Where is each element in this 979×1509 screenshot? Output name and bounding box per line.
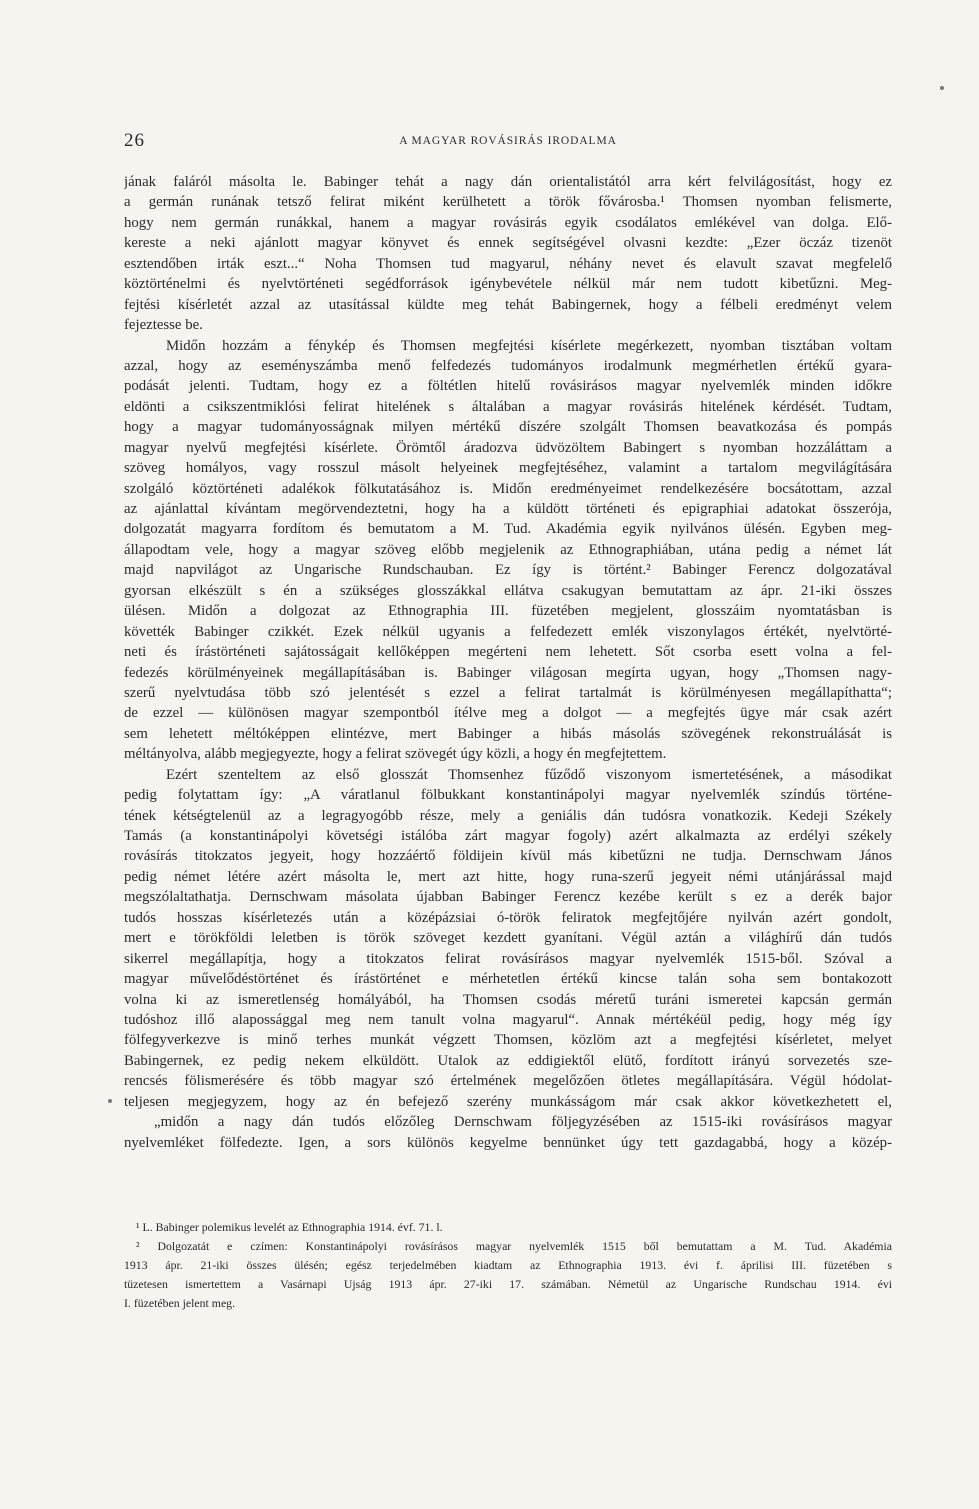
- text-line: kereste a neki ajánlott magyar könyvet és ennek segítségével olvasni kezdte: „Ezer öczáz tizenöt: [124, 235, 892, 252]
- text-line: állapodtam vele, hogy a magyar szöveg előbb megjelenik az Ethnographiában, utána pedig a német lát: [124, 541, 892, 558]
- text-line: megszólaltathatja. Dernschwam másolata újabban Babinger Ferencz kezébe került s ez a derék bajor: [124, 889, 892, 906]
- text-line: jának faláról másolta le. Babinger tehát a nagy dán orientalistától arra kért felvilágosítást, hogy ez: [124, 174, 892, 190]
- text-line: volna ki az ismeretlenség homályából, ha Thomsen csodás méretű turáni ismeretei kapcsán germán: [124, 991, 892, 1008]
- text-line: fejtési kísérletét azzal az utasítással küldte meg tehát Babingernek, hogy a félbeli eredményt velem: [124, 296, 892, 313]
- text-line: teljesen megjegyzem, hogy az én befejező szerény munkásságom már csak akkor következhetett el,: [124, 1093, 892, 1110]
- text-line: hogy a magyar tudományosságnak milyen mértékű díszére szolgált Thomsen beavatkozása és pompás: [124, 419, 892, 436]
- text-line: pedig folytattam így: „A váratlanul fölbukkant konstantinápolyi magyar nyelvemlék színdús történe-: [124, 787, 892, 804]
- text-line: köztörténelmi és nyelvtörténeti segédforrások igénybevétele nélkül már nem tudott kibetűzni. Meg-: [124, 276, 892, 293]
- text-line: rovásírás titokzatos jegyeit, hogy hozzáértő földijein kívül más kibetűzni ne tudja. Dernschwam János: [124, 848, 892, 865]
- text-line: gyorsan elkészült s én a szükséges glosszákkal ellátva csakugyan bemutattam az ápr. 21-iki összes: [124, 582, 892, 599]
- text-line: rencsés fölismerésére és több magyar szó értelmének megelőzően ötletes megállapítására. Végül hódolat-: [124, 1073, 892, 1090]
- text-line: fedezés körülményeinek megállapításában is. Babinger világosan megírta ugyan, hogy „Thomsen nagy-: [124, 664, 892, 681]
- text-line: az ajánlattal kívántam megörvendeztetni, hogy ha a küldött történeti és epigraphiai adatokat összerója,: [124, 501, 892, 517]
- body-text: [124, 172, 892, 1153]
- text-line: Tamás (a konstantinápolyi követségi istálóba zárt magyar fogoly) azért alkalmazta az erdélyi székely: [124, 828, 892, 844]
- text-line: fejeztesse be.: [124, 317, 203, 334]
- text-line: magyar nyelvű megfejtési kísérlete. Örömtől áradozva üdvözöltem Babingert s nyomban hozzáláttam a: [124, 439, 892, 456]
- text-line: méltányolva, alább megjegyezte, hogy a felirat szövegét úgy közli, a hogy én megfejtettem.: [124, 746, 667, 763]
- text-line: ülésen. Midőn a dolgozat az Ethnographia III. füzetében megjelent, glosszáim nyomtatásban is: [124, 603, 892, 620]
- text-line: Ezért szenteltem az első glosszát Thomsenhez fűződő viszonyom ismertetésének, a másodikat: [166, 766, 892, 783]
- text-line: tudós hosszas kísérletezés után a középázsiai ó-török feliratok megfejtőjére nyilván azért gondolt,: [124, 909, 892, 926]
- footnote-line: I. füzetében jelent meg.: [124, 1296, 236, 1310]
- text-line: fölfegyverkezve is minő terhes munkát végzett Thomsen, közlöm azt a megfejtési kísérletet, melyet: [124, 1032, 892, 1049]
- running-title: A MAGYAR ROVÁSIRÁS IRODALMA: [399, 135, 617, 147]
- footnote-line: ² Dolgozatát e czímen: Konstantinápolyi rovásírásos magyar nyelvemlék 1515 ből bemutattam a M. Tud. Akadémia: [136, 1239, 892, 1253]
- text-line: de ezzel — különösen magyar szempontból ítélve meg a dolgot — a megfejtés ügye már csak azért: [124, 705, 892, 722]
- footnote-line: tüzetesen ismertettem a Vasárnapi Ujság 1913 ápr. 27-iki 17. számában. Németül az Ungarische Rundschau 1914. évi: [124, 1277, 892, 1291]
- text-line: majd napvilágot az Ungarische Rundschauban. Ez így is történt.² Babinger Ferencz dolgozatával: [124, 562, 892, 579]
- text-line: a germán runának tetsző felirat miként kerülhetett a török fővárosba.¹ Thomsen nyomban felismerte,: [124, 194, 892, 211]
- text-line: azzal, hogy az eseményszámba menő felfedezés tudományos irodalmunk megmérhetlen értékű gyara-: [124, 357, 892, 374]
- text-line: tudóshoz illő alapossággal meg nem tanult volna magyarul“. Annak mértékéül pedig, hogy még így: [124, 1011, 892, 1028]
- text-line: nyelvemléket fölfedezte. Igen, a sors különös kegyelme bennünket úgy tett gazdagabbá, hogy a közép-: [124, 1134, 892, 1151]
- page-number: 26: [124, 130, 145, 151]
- footnote-line: ¹ L. Babinger polemikus levelét az Ethnographia 1914. évf. 71. l.: [136, 1220, 443, 1234]
- text-line: eldönti a csikszentmiklósi felirat hitelének s általában a magyar rovásirás hitelének kérdését. Tudtam,: [124, 398, 892, 415]
- text-line: Babingernek, ez pedig nekem elküldött. Utalok az eddigiektől elütő, fordított irányú sorvezetés sze-: [124, 1052, 892, 1069]
- text-line: sem lehetett méltóképpen elintézve, mert Babinger a hibás másolás szövegének rekonstruálását is: [124, 725, 892, 742]
- text-line: pedig német létére azért másolta le, mert azt hitte, hogy runa-szerű jegyeit némi utánjárással majd: [124, 868, 892, 885]
- text-line: szöveg homályos, vagy rosszul másolt helyeinek megfejtéséhez, valamint a tartalom megvilágítására: [124, 460, 892, 477]
- text-line: podását jelenti. Tudtam, hogy ez a föltétlen hitelű rovásirásos magyar nyelvemlék minden időkre: [124, 378, 892, 395]
- text-line: szerű nyelvtudása több szó jelentését s ezzel a felirat tartalmát is körülményesen megállapíthatta“;: [124, 684, 892, 701]
- running-head: [124, 130, 892, 154]
- text-line: esztendőben irták eszt...“ Noha Thomsen tud magyarul, néhány nevet és elavult szavat megfelelő: [124, 255, 892, 272]
- text-line: hogy nem germán runákkal, hanem a magyar rovásirás egyik csodálatos emlékével van dolga. Elő-: [124, 214, 892, 231]
- footnote-line: 1913 ápr. 21-iki összes ülésén; egész terjedelmében kiadtam az Ethnographia 1913. évi f. áprilisi III. füzetében s: [124, 1258, 892, 1272]
- text-line: Midőn hozzám a fénykép és Thomsen megfejtési kísérlete megérkezett, nyomban tisztában voltam: [166, 337, 892, 354]
- text-line: tének kétségtelenül az a legragyogóbb része, mely a geniális dán tudósra vonatkozik. Kedeji Székely: [124, 807, 892, 824]
- text-line: neti és írástörténeti sajátosságait kellőképpen megérteni nem lehetett. Sőt csorba esett volna a fel-: [124, 644, 892, 661]
- footnotes: [124, 1218, 892, 1313]
- text-line: dolgozatát magyarra fordítom és bemutatom a M. Tud. Akadémia egyik nyilvános ülésén. Egyben meg-: [124, 521, 892, 538]
- text-line: magyar művelődéstörténet és írástörténet e mérhetetlen értékű kincse talán soha sem bontakozott: [124, 971, 892, 988]
- text-line: „midőn a nagy dán tudós előzőleg Dernschwam följegyzésében az 1515-iki rovásírásos magyar: [154, 1114, 892, 1131]
- text-line: követték Babinger czikkét. Ezek nélkül ugyanis a felfedezett emlék viszonylagos értékét, nyelvtörté-: [124, 623, 892, 640]
- text-line: szolgáló köztörténeti adalékok fölkutatásához is. Midőn eredményeimet rendelkezésére bocsátottam, azzal: [124, 480, 892, 497]
- text-line: sikerrel megállapítja, hogy a titokzatos felirat rovásírásos magyar nyelvemlék 1515-ből. Szóval a: [124, 950, 892, 967]
- page-speck: [108, 1099, 112, 1103]
- text-line: mert e törökföldi leletben is török szöveget kezdett gyanítani. Végül aztán a világhírű dán tudós: [124, 930, 892, 947]
- page-speck: [940, 86, 944, 90]
